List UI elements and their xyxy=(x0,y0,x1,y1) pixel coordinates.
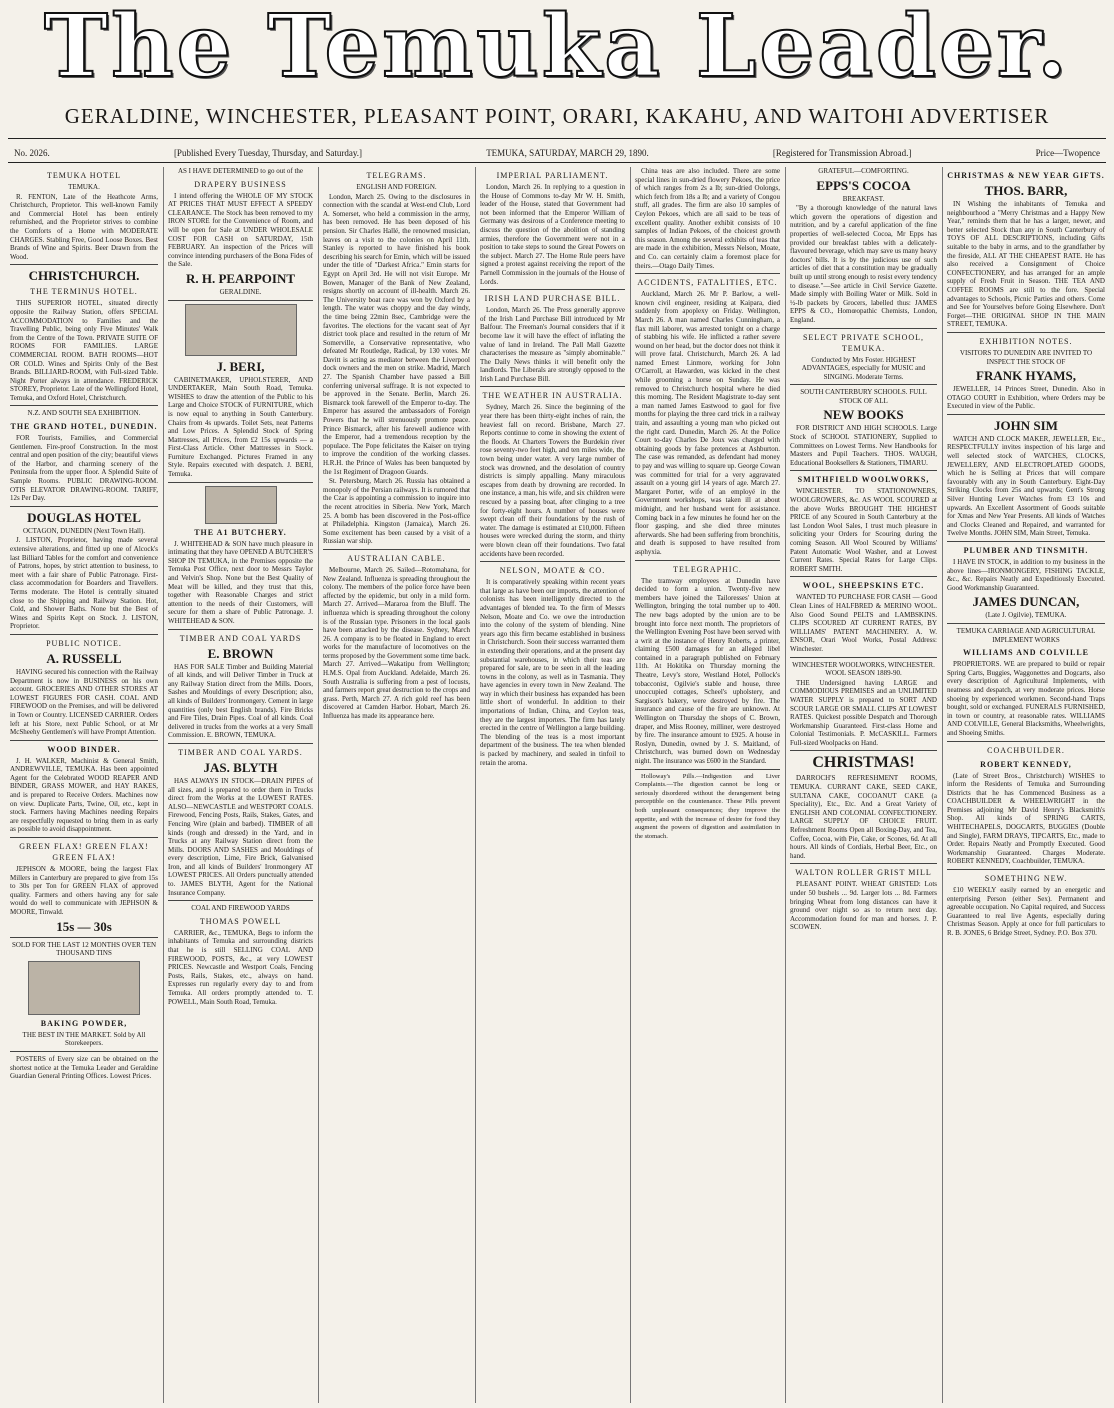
column-rule xyxy=(318,167,319,1403)
beri-body: CABINETMAKER, UPHOLSTERER, AND UNDERTAKER, Main South Road, Temuka. WISHES to draw the attention of the Public to his Large and Choice STOCK of FURNITURE, which is now equal to anything in South Canterbury. Chairs from 4s upwards. Toilet Sets, neat Patterns and Low Prices. A Splendid Stock of Spring Mattresses, all Prices, from £2 15s upwards — a First-Class Article. Other Mattresses in Stock. Furniture Exchanged. Pictures Framed in any Style. Repairs executed with despatch. J. BERI, Temuka. xyxy=(168,375,313,479)
irish-land-title: IRISH LAND PURCHASE BILL. xyxy=(484,294,621,304)
butchery-title: THE A1 BUTCHERY. xyxy=(194,527,287,537)
divider xyxy=(480,386,625,387)
christmas-title: CHRISTMAS! xyxy=(812,754,915,772)
grand-hotel-title: THE GRAND HOTEL, DUNEDIN. xyxy=(10,422,158,432)
st-petersburg-body: St. Petersburg, March 26. Russia has obtained a monopoly of the Persian railways. It is rumored that the Czar is appointing a commission to inquire into the recent atrocities in Siberia. New York, March 25. A bomb has been discovered in the Post-office at Philadelphia. Kingston (Jamaica), March 26. Some excitement has been caused by a visit of a Russian war ship. xyxy=(323,477,470,546)
column-rule xyxy=(163,167,164,1403)
furniture-illustration xyxy=(185,304,297,356)
baking-powder-title: BAKING POWDER, xyxy=(40,1018,128,1028)
column-3 xyxy=(323,167,470,1403)
epps-cocoa-subtitle: BREAKFAST. xyxy=(842,194,885,203)
divider xyxy=(790,657,937,658)
divider xyxy=(480,289,625,290)
divider xyxy=(480,561,625,562)
epps-cocoa-body: "By a thorough knowledge of the natural laws which govern the operations of digestion and nutrition, and by a careful application of the fine properties of well-selected Cocoa, Mr Epps has provided our breakfast tables with a delicately-flavoured beverage, which may save us many heavy doctors' bills. It is by the judicious use of such articles of diet that a constitution may be gradually built up until strong enough to resist every tendency to disease."—See article in Civil Service Gazette. Made simply with Boiling Water or Milk. Sold in ½-lb packets by Grocers, labelled thus: JAMES EPPS & CO., Homœopathic Chemists, London, England. xyxy=(790,204,937,324)
james-duncan-title: JAMES DUNCAN, xyxy=(972,594,1080,610)
temuka-hotel-body: R. FENTON, Late of the Heathcote Arms, Christchurch, Proprietor. This well-known Family and Commercial Hotel has been entirely refurnished, and the Proprietor strives to combine the Comforts of a Home with MODERATE CHARGES. Stabling Free, Good Loose Boxes. Best Brands of Wine and Spirits. Beer Drawn from the Wood. xyxy=(10,192,158,261)
john-sim-body: WATCH AND CLOCK MAKER, JEWELLER, Etc., RESPECTFULLY invites inspection of his large and well selected stock of WATCHES, CLOCKS, JEWELLERY, AND ELECTROPLATED GOODS, which he is Selling at Prices that will compare favourably with any in South Canterbury. Eight-Day Striking Clocks from 25s and upwards; Gent's Strong Silver Hunting Lever Watches from £3 10s and upwards. An Excellent Assortment of Goods suitable for Xmas and New Year Presents. All kinds of Watches and Clocks Cleaned and Repaired, and warranted for Twelve Months. JOHN SIM, Main Street, Temuka. xyxy=(947,434,1105,538)
divider xyxy=(790,328,937,329)
baking-powder-illustration xyxy=(28,961,140,1015)
divider xyxy=(10,405,158,406)
drapery-body: I intend offering the WHOLE OF MY STOCK AT PRICES THAT MUST EFFECT A SPEEDY CLEARANCE. The Stock has been removed to my IRON STORE for the Convenience of Room, and will be open for Sale at UNDER WHOLESALE COST FOR CASH on SATURDAY, 15th FEBRUARY. An inspection of the Prices will convince intending purchasers of the Bona Fides of the Sale. xyxy=(168,191,313,269)
brown-title: E. BROWN xyxy=(207,645,274,661)
weather-body: Sydney, March 26. Since the beginning of the year there has been thirty-eight inches of rain, the heaviest fall on record. Brisbane, March 27. Reports continue to come in showing the extent of the floods. At Charters Towers the Burdekin river rose seventy-two feet high, and ten miles wide, the town being under water. A very large number of stock was drowned, and the desolation of country districts is simply appalling. Many miraculous escapes from death by drowning are recorded. In one instance, a man, his wife, and six children were rescued by a passing boat, after clinging to a tree for forty-eight hours. A number of houses were swept clean off their foundations by the rush of water. The damage is estimated at £10,000. Fifteen houses were wrecked during the storm, and thirty were blown clean off their foundations. Two fatal accidents have been recorded. xyxy=(480,403,625,558)
divider xyxy=(947,414,1105,415)
masthead-subtitle: GERALDINE, WINCHESTER, PLEASANT POINT, ORARI, KAKAHU, AND WAITOHI ADVERTISER xyxy=(64,104,1050,128)
telegrams-body: London, March 25. Owing to the disclosures in connection with the scandal at West-end Club, Lord A. Somerset, who held a commission in the army, has been removed. He has been deposed of his pension. Sir Charles Hallé, the renowned musician, leaves on a visit to the colonies on April 11th. Stanley is reported to have finished his book describing his search for Emin, which will be issued under the title of "Darkest Africa." Emin starts for Egypt on April 3rd. He will not visit Europe. Mr Bowen, Manager of the Bank of New Zealand, resigns shortly on account of ill-health. March 26. The University boat race was won by Oxford by a length. The water was choppy and the day windy, the time being 22min 8sec, Cambridge were the favorites. The elections for the vacant seat of Ayr district took place and resulted in the return of Mr Somerville, a Conservative representative, who defeated Mr Routledge, Radical, by 130 votes. Mr Davitt is acting as mediator between the Liverpool dock owners and the men on strike. Madrid, March 27. The Spanish Chamber have passed a Bill conferring universal suffrage. It is not expected to be approved in the Senate. Berlin, March 26. Bismarck took farewell of the Emperor to-day. The Emperor has assured the ambassadors of Foreign Powers that he will strenuously promote peace. Prince Bismarck, after his farewell audience with the Emperor, had a tremendous reception by the populace. The Pope felicitates the Kaiser on trying to improve the condition of the working classes. H.R.H. the Prince of Wales has been banqueted by the 1st Regiment of Dragoon Guards. xyxy=(323,192,470,476)
powell-heading: COAL AND FIREWOOD YARDS xyxy=(191,904,290,913)
nelson-moate-title: NELSON, MOATE & CO. xyxy=(499,566,606,576)
issue-info-bar xyxy=(14,145,1100,161)
telegrams-title: TELEGRAMS. xyxy=(366,171,427,180)
something-new-title: SOMETHING NEW. xyxy=(984,874,1068,884)
drapery-intro: AS I HAVE DETERMINED to go out of the xyxy=(177,167,304,175)
australian-cable-body: Melbourne, March 26. Sailed—Rotomahana, for New Zealand. Influenza is spreading throughout the colony. The members of the police force have been affected by the epidemic, but only in a mild form. March 27. Arrived—Mararoa from the Bluff. The influenza which is spreading throughout the colony is of the Russian type. Prisoners in the local gaols have been attacked by the disease. Sydney, March 26. A company is to be floated in England to erect works for the manufacture of locomotives on the terms proposed by the Government some time back. March 27. Arrived—Wakatipu from Wellington; H.M.S. Opal from Auckland. Adelaide, March 26. South Australia is suffering from a pest of locusts, and farmers report great destruction to the crops and grass. Perth, March 27. A rich gold reef has been discovered at Camden Harbor. Hobart, March 26. Influenza has made its appearance here. xyxy=(323,565,470,721)
column-1 xyxy=(10,167,158,1403)
pearpoint-title: R. H. PEARPOINT xyxy=(185,270,296,286)
divider xyxy=(790,384,937,385)
kennedy-body: (Late of Street Bros., Christchurch) WISHES to inform the Residents of Temuka and Surrounding Districts that he has Commenced Business as a COACHBUILDER & WHEELWRIGHT in the Premises adjoining Mr David Henry's Blacksmith's Shop. All kinds of SPRING CARTS, WHITECHAPELS, DOGCARTS, BUGGIES (Double and Single), FARM DRAYS, TIPCARTS, Etc., made to Order. Repairs Neatly and Promptly Executed. Good Workmanship Guaranteed. Charges Moderate. ROBERT KENNEDY, Coachbuilder, TEMUKA. xyxy=(947,771,1105,866)
barr-title: THOS. BARR, xyxy=(984,183,1068,198)
info-rule xyxy=(8,162,1106,163)
imperial-parliament-title: IMPERIAL PARLIAMENT. xyxy=(496,171,609,180)
irish-land-body: London, March 26. The Press generally approve of the Irish Land Purchase Bill introduced by Mr Balfour. The Freeman's Journal considers that if it become law it will have the effect of inflating the value of land in Ireland. The Pall Mall Gazette characterises the measure as "simply abominable." The Daily News thinks it will benefit only the landlords. The Liberals are strongly opposed to the Irish Land Purchase Bill. xyxy=(480,306,625,383)
john-sim-title: JOHN SIM xyxy=(994,417,1058,433)
baking-powder-body: THE BEST IN THE MARKET. Sold by All Storekeepers. xyxy=(22,1030,146,1048)
divider xyxy=(168,482,313,483)
divider xyxy=(947,541,1105,542)
column-2 xyxy=(168,167,313,1403)
column-4 xyxy=(480,167,625,1403)
divider xyxy=(635,769,780,770)
smithfield-title: SMITHFIELD WOOLWORKS, xyxy=(797,475,930,485)
sold-title: SOLD FOR THE LAST 12 MONTHS OVER TEN THOUSAND TINS xyxy=(11,940,157,958)
private-school-title: SELECT PRIVATE SCHOOL, TEMUKA. xyxy=(802,332,925,353)
grateful-comforting: GRATEFUL—COMFORTING. xyxy=(818,167,909,175)
blyth-title: JAS. BLYTH xyxy=(203,759,278,775)
douglas-hotel-body: J. LISTON, Proprietor, having made several extensive alterations, and fitted up one of Alcock's last Billiard Tables for the comfort and convenience of Patrons, hopes, by strict attention to business, to meet with a fair share of Public Patronage. First-class accommodation for Boarders and Travellers. Terms moderate. The Hotel is centrally situated close to the Shipping and Railway Station. Hot, Cold, and Shower Baths. None but the Best of Wines and Spirits Kept on Stock. J. LISTON, Proprietor. xyxy=(10,536,158,631)
hyams-body: JEWELLER, 14 Princes Street, Dunedin. Also in OTAGO COURT in Exhibition, where Orders may be Executed in view of the Public. xyxy=(947,385,1105,411)
telegrams-subtitle: ENGLISH AND FOREIGN. xyxy=(356,183,437,191)
plumber-title: PLUMBER AND TINSMITH. xyxy=(963,546,1089,555)
beri-title: J. BERI, xyxy=(216,358,265,374)
accidents-body: Auckland, March 26. Mr P. Barlow, a well-known civil engineer, residing at Kaipara, died suddenly from apoplexy on Friday. Wellington, March 26. A man named Charles Cunningham, a flax mill laborer, was arrested tonight on a charge of stabbing his wife. He inflicted a rather severe wound on her head, but the doctor does not think it will prove fatal. Christchurch, March 26. A lad named Ernest Linmore, working for John O'Carroll, at Hawarden, was kicked in the chest while grooming a horse on Sunday. He was removed to Christchurch hospital where he died this morning. The Resident Magistrate to-day sent a man named James Eastwood to gaol for five months for playing the three card trick in a railway train, and assaulting a young man who picked out the right card. Dunedin, March 26. At the Police Court to-day Charles De Joux was charged with obtaining goods by false pretences at Ashburton. The case was remanded, as defendant had money to pay and was willing to square up. George Cowan was committed for trial for a very aggravated assault on a young girl 14 years of age. March 27. Margaret Porter, wife of an employé in the Government workshops, was taken ill at about midnight, and her husband went for assistance. Coming back in a few minutes he found her on the floor gasping, and she died three minutes afterwards. She had been suffering from bronchitis, and death is supposed to have resulted from asphyxia. xyxy=(635,290,780,556)
divider xyxy=(947,623,1105,624)
nelson-moate-body: It is comparatively speaking within recent years that large as have been our imports, the attention of colonists has been intelligently directed to the advantages of blended tea. To the firm of Messrs Nelson, Moate and Co. we owe the introduction into the colony of the system of blending. Nine years ago this firm became established in business in Christchurch. Soon their success warranted them in extending their operations, and at the present day substantial warehouses, in which their teas are prepared for sale, are to be seen in all the leading towns in the colony, as well as in Tasmania. They have agencies in every town in New Zealand. The way in which their business has expanded has been little short of wonderful. In addition to their importations of Indian, China, and Ceylon teas, they are the largest importers. The firm has lately erected in the centre of Wellington a large building. The blending of the teas is a most important department of the business. The tea when blended is packed by machinery, and sealed in tinfoil to retain the aroma. xyxy=(480,578,625,767)
pearpoint-place: GERALDINE. xyxy=(219,287,262,296)
timber-title: TIMBER AND COAL YARDS xyxy=(179,633,302,643)
plumber-body: I HAVE IN STOCK, in addition to my business in the above lines—IRONMONGERY, FISHING TACKLE, &c., &c. Repairs Neatly and Expeditiously Executed. Good Workmanship Guaranteed. xyxy=(947,558,1105,592)
something-new-body: £10 WEEKLY easily earned by an energetic and enterprising Person (either Sex). Permanent and agreeable occupation. No Capital required, and Success Guaranteed to real live Agents, especially during Christmas Season. Apply at once for full particulars to R. B. JONES, 6 Bridge Street, Sydney. P.O. Box 370. xyxy=(947,886,1105,937)
epps-cocoa-title: EPPS'S COCOA xyxy=(816,177,911,193)
divider xyxy=(790,750,937,751)
newspaper-masthead: The Temuka Leader. xyxy=(44,0,1070,97)
divider xyxy=(947,332,1105,333)
temuka-hotel-place: TEMUKA. xyxy=(68,183,100,191)
grist-mill-body: PLEASANT POINT. WHEAT GRISTED: Lots under 50 bushels ... 9d. Larger lots ... 8d. Farmers bringing Wheat from long distances can have it ground over night so as to return next day. Accommodation found for man and horses. J. P. SCOWEN. xyxy=(790,880,937,932)
divider xyxy=(790,576,937,577)
divider xyxy=(10,264,158,265)
douglas-hotel-sub: OCTAGON, DUNEDIN (Next Town Hall). xyxy=(22,526,146,535)
divider xyxy=(635,560,780,561)
divider xyxy=(10,634,158,635)
column-rule xyxy=(475,167,476,1403)
issue-price: Price—Twopence xyxy=(1035,148,1100,158)
divider xyxy=(10,837,158,838)
telegraphic-title: TELEGRAPHIC. xyxy=(673,564,742,574)
christmas-body: DARROCH'S REFRESHMENT ROOMS, TEMUKA. CURRANT CAKE, SEED CAKE, SULTANA CAKE, COCOANUT CAKE (a Speciality), Etc., Etc. And a Great Variety of ENGLISH AND COLONIAL CONFECTIONERY. LARGE SUPPLY OF CHOICE FRUIT. Refreshment Rooms Open all Boxing-Day, and Tea, Coffee, Cocoa, with Pie, Cake, or Scones, 6d. At all hours. All kinds of Cordials, Herbal Beer, Etc., on hand. xyxy=(790,774,937,860)
divider xyxy=(10,740,158,741)
grand-hotel-body: FOR Tourists, Families, and Commercial Gentlemen. Fire-proof Construction. In the most central and open position of the city; beautiful views of the Harbor, and charming scenery of the Peninsula from the upper floor. A Splendid Suite of Sample Rooms. PUBLIC DRAWING-ROOM. OTIS ELEVATOR DRAWING-ROOM. TARIFF, 12s Per Day. xyxy=(10,434,158,503)
douglas-hotel-title: DOUGLAS HOTEL xyxy=(27,509,141,525)
imperial-parliament-body: London, March 26. In replying to a question in the House of Commons to-day Mr W. H. Smith, leader of the House, stated that Government had not been informed that the Emperor William of Germany was desirous of a Conference meeting to discuss the question of the abolition of standing armies, therefore the Government were not in a position to take steps to sound the Great Powers on the subject. March 27. The Home Rule peers have signed a protest against receiving the report of the Parnell Commission in the journals of the House of Lords. xyxy=(480,183,625,286)
column-rule xyxy=(785,167,786,1403)
issue-dateline: TEMUKA, SATURDAY, MARCH 29, 1890. xyxy=(486,148,649,158)
divider xyxy=(168,900,313,901)
top-rule xyxy=(8,138,1106,139)
holloway-body: Holloway's Pills.—Indigestion and Liver Complaints.—The digestion cannot be long or seriously disordered without the derangement being perceptible on the countenance. These Pills prevent both unpleasant consequences; they improve the appetite, and with the increase of desire for food they augment the powers of digestion and assimilation in the stomach. xyxy=(635,772,780,840)
terminus-hotel-title: THE TERMINUS HOTEL. xyxy=(30,287,138,297)
flax-price: 15s — 30s xyxy=(56,918,112,934)
publication-schedule: [Published Every Tuesday, Thursday, and Saturday.] xyxy=(173,148,362,158)
column-6 xyxy=(790,167,937,1403)
divider xyxy=(635,273,780,274)
books-intro: SOUTH CANTERBURY SCHOOLS. FULL STOCK OF ALL xyxy=(800,388,927,405)
public-notice-title: PUBLIC NOTICE. xyxy=(46,638,122,648)
butchery-body: J. WHITEHEAD & SON have much pleasure in intimating that they have OPENED A BUTCHER'S SHOP IN TEMUKA, in the Premises opposite the Temuka Post Office, next door to Messrs Taylor and Velvin's Shop. None but the Best Quality of Meat will be killed, and they trust that this, together with Reasonable Charges and strict attention to the needs of their Customers, will secure for them a share of Public Patronage. J. WHITEHEAD & SON. xyxy=(168,539,313,625)
smithfield-body: WINCHESTER. TO STATIONOWNERS, WOOLGROWERS, &c. AS WOOL SCOURED at the above Works BROUGHT THE HIGHEST PRICE of any Scoured in South Canterbury at the last London Wool Sales, I trust much pleasure in soliciting your Orders for Scouring during the coming Season. All Wool Scoured by Williams' Patent Automatic Wool Washer, and at Lowest Current Rates. Special Rates for Large Clips. ROBERT SMITH. xyxy=(790,487,937,573)
new-books-body: FOR DISTRICT AND HIGH SCHOOLS. Large Stock of SCHOOL STATIONERY, Supplied to Committees on Lowest Terms. New Handbooks for Masters and Pupil Teachers. THOS. WAUGH, Educational Booksellers & Stationers, TIMARU. xyxy=(790,424,937,467)
new-books-title: NEW BOOKS xyxy=(823,407,904,423)
christchurch-title: CHRISTCHURCH. xyxy=(28,268,140,284)
temuka-hotel-title: TEMUKA HOTEL xyxy=(47,171,121,180)
column-rule xyxy=(630,167,631,1403)
column-7 xyxy=(947,167,1105,1403)
divider xyxy=(168,300,313,301)
blyth-yards-title: TIMBER AND COAL YARDS. xyxy=(178,747,303,757)
russell-title: A. RUSSELL xyxy=(46,650,122,666)
blyth-body: HAS ALWAYS IN STOCK—DRAIN PIPES of all sizes, and is prepared to order them in Trucks direct from the Works at the LOWEST RATES. ALSO—NEWCASTLE and WESTPORT COALS. Firewood, Fencing Posts, Rails, Stakes, Gates, and Fencing Wire (plain and barbed). TIMBER of all kinds (rough and dressed) in the Yard, and in Trucks at any Railway Station direct from the Mills. DOORS AND SASHES and Mouldings of every description, Lime, Fire Brick, Galvanised Iron, and all kinds of Builders' Ironmongery AT LOWEST PRICES. All Orders punctually attended to. JAMES BLYTH, Agent for the National Insurance Company. xyxy=(168,776,313,897)
telegraphic-body: The tramway employees at Dunedin have decided to form a union. Twenty-five new members have joined the Tailoresses' Union at Wellington, bringing the total number up to 400. The new bags adopted by the union are to be brought into force next month. The proprietors of the Wellington Evening Post have been served with a writ at the instance of Henry Roberts, a printer, claiming £500 damages for an alleged libel contained in a paragraph published on February 11th. At Hokitika on Thursday morning the Theatre, Levy's store, Westland Hotel, Pollock's tobacconist, Ogilvie's stable and house, three unoccupied cottages, Scheel's upholstery, and Sargison's bakery, were destroyed by fire. The insurance and cause of the fire are unknown. At Wellington on Thursday the shops of C. Brown, draper, and Miss Rooney, milliner, were destroyed by fire. The insurance amount to £925. A house in Roslyn, Dunedin, owned by J. S. Maitland, of Christchurch, was burned down on Wednesday night. The insurance was £600 in the Standard. xyxy=(635,576,780,765)
carriage-heading: TEMUKA CARRIAGE AND AGRICULTURAL IMPLEMENT WORKS xyxy=(956,626,1096,644)
barr-body: IN Wishing the inhabitants of Temuka and neighbourhood a "Merry Christmas and a Happy New Year," reminds them that he has a larger, newer, and better selected Stock than any in South Canterbury of TOYS OF ALL DESCRIPTIONS, including Gifts suitable to the baby in arms, and to the grandfather by the fireside, ALL AT THE CHEAPEST RATE. He has also received a Consignment of Choice CONFECTIONERY, and has arranged for an ample supply of Fresh Fruit in Season. THE TEA AND COFFEE ROOMS are still to the fore. Special advantages to Schools, Picnic Parties and others. Come and See for Yourselves before Going Elsewhere. Don't Forget—THE ORIGINAL SHOP IN THE MAIN STREET, TEMUKA. xyxy=(947,200,1105,329)
divider xyxy=(947,869,1105,870)
hyams-intro: VISITORS TO DUNEDIN ARE INVITED TO INSPECT THE STOCK OF xyxy=(959,348,1093,366)
divider xyxy=(790,470,937,471)
issue-number: No. 2026. xyxy=(14,148,50,158)
williams-colville-title: WILLIAMS AND COLVILLE xyxy=(962,648,1090,658)
divider xyxy=(947,741,1105,742)
wood-binder-body: J. H. WALKER, Machinist & General Smith, ANDREWVILLE, TEMUKA. Has been appointed Agent for the Celebrated WOOD REAPER AND BINDER, GRASS MOWER, and HAY RAKES, and is prepared to Receive Orders. Machines now on view. Duplicate Parts, Twine, Oil, etc., kept in stock. Farmers having Machines needing Repairs are respectfully requested to bring them in as early as possible to avoid disappointment. xyxy=(10,756,158,834)
australian-cable-title: AUSTRALIAN CABLE. xyxy=(347,553,446,563)
column-rule xyxy=(942,167,943,1403)
wool-season-body: THE Undersigned having LARGE and COMMODIOUS PREMISES and an UNLIMITED WATER SUPPLY is prepared to SORT AND SCOUR LARGE OR SMALL CLIPS AT LOWEST RATES. Quickest possible Despatch and Thorough Workmanship Guaranteed. First-class Home and Colonial Testimonials. P. McCASKILL. Farmers Full-sized Woolpacks on Hand. xyxy=(790,678,937,747)
divider xyxy=(10,1051,158,1052)
powell-body: CARRIER, &c., TEMUKA, Begs to inform the inhabitants of Temuka and surrounding districts that he is still SELLING COAL AND FIREWOOD, POSTS, &c., at very LOWEST PRICES. Newcastle and Westport Coals, Fencing Posts, Rails, Stakes, etc., always on hand. Expresses run regularly every day to and from Temuka. All orders promptly attended to. T. POWELL, Main South Road, Temuka. xyxy=(168,928,313,1006)
column-5 xyxy=(635,167,780,1403)
brown-body: HAS FOR SALE Timber and Building Material of all kinds, and will Deliver Timber in Truck at any Railway Station direct from the Mills. Doors, Sashes and Mouldings of every Description; also, all kinds of Builders' Ironmongery. Cement in large quantities (only best English brands). Fire Bricks and Fire Tiles, Drain Pipes. Coal of all kinds. Coal delivered in trucks from the works at a very Small Commission. E. BROWN, TEMUKA. xyxy=(168,662,313,740)
sheepskins-body: WANTED TO PURCHASE FOR CASH — Good Clean Lines of HALFBRED & MERINO WOOL. Also Good Sound PELTS and LAMBSKINS. CLIPS SCOURED AT CURRENT RATES, BY WILLIAMS' PATENT MACHINERY. A. W. ENSOR, Orari Wool Works, Postal Address: Winchester. xyxy=(790,593,937,653)
terminus-hotel-body: THIS SUPERIOR HOTEL, situated directly opposite the Railway Station, offers SPECIAL ACCOMMODATION to Families and the Travelling Public, being only Five Minutes' Walk from the Centre of the Town. PRIVATE SUITE OF ROOMS FOR FAMILIES. LARGE COMMERCIAL ROOM. BATH ROOMS—HOT OR COLD. Wines and Spirits Only of the Best Brands. BILLIARD-ROOM, with Full-sized Table. Night Porter always in attendance. FREDERICK STOREY, Proprietor. Late of the Wellingford Hotel, Temuka, and Oxford Hotel, Christchurch. xyxy=(10,299,158,402)
divider xyxy=(168,629,313,630)
posters-body: POSTERS of Every size can be obtained on the shortest notice at the Temuka Leader and Geraldine Guardian General Printing Offices. Lowest Prices. xyxy=(10,1054,158,1081)
grist-mill-title: WALTON ROLLER GRIST MILL xyxy=(795,868,932,878)
gifts-title: CHRISTMAS & NEW YEAR GIFTS. xyxy=(947,171,1105,180)
drapery-title: DRAPERY BUSINESS xyxy=(194,179,287,189)
wool-season-title: WINCHESTER WOOLWORKS, WINCHESTER. WOOL SEASON 1889-90. xyxy=(792,660,935,678)
bull-illustration xyxy=(205,486,277,524)
exhibition-line: N.Z. AND SOUTH SEA EXHIBITION. xyxy=(27,409,141,418)
accidents-title: ACCIDENTS, FATALITIES, ETC. xyxy=(637,278,778,288)
divider xyxy=(10,937,158,938)
coachbuilder-heading: COACHBUILDER. xyxy=(987,745,1065,755)
russell-body: HAVING secured his connection with the Railway Department is now in BUSINESS on his own account. GROCERIES AND OTHER STORES AT LOWEST FIGURES FOR CASH. COAL AND FIREWOOD on the Premises, and will be delivered in Town or Country. LICENSED CARRIER. Orders left at his Store, next Public School, or at Mr McSheehy Gentlemen's will have Prompt Attention. xyxy=(10,667,158,737)
china-teas-body: China teas are also included. There are some special lines in sun-dried flowery Pekoes, the price of which ranges from 2s a lb; sun-dried Oolongs, which fetch from 18s a lb; and a variety of Congou stuff, all grades. The firm are also 10 samples of Ceylon Pekoes, which are all said to be teas of excellent quality. Another exhibit consists of 10 samples of Indian Pekoes, of the choicest growth this season. Among the several exhibits of teas that are made in the exhibition, Messrs Nelson, Moate, and Co. can certainly claim a foremost place for theirs.—Otago Daily Times. xyxy=(635,167,780,270)
private-school-body: Conducted by Mrs Foster. HIGHEST ADVANTAGES, especially for MUSIC and SINGING. Moderate Terms. xyxy=(801,355,926,381)
hyams-title: FRANK HYAMS, xyxy=(976,368,1076,384)
divider xyxy=(323,549,470,550)
divider xyxy=(168,743,313,744)
weather-title: THE WEATHER IN AUSTRALIA. xyxy=(482,391,623,401)
sheepskins-title: WOOL, SHEEPSKINS ETC. xyxy=(802,581,925,591)
green-flax-title: GREEN FLAX! GREEN FLAX! GREEN FLAX! xyxy=(19,842,149,863)
green-flax-body: JEPHSON & MOORE, being the largest Flax Millers in Canterbury are prepared to give from 15s to 30s per Ton for GREEN FLAX of approved quality. Farmers and others having any for sale would do well to communicate with JEPHSON & MOORE, Tinwald. xyxy=(10,865,158,916)
wood-binder-title: WOOD BINDER. xyxy=(47,744,121,754)
divider xyxy=(790,863,937,864)
williams-colville-body: PROPRIETORS. WE are prepared to build or repair Spring Carts, Buggies, Waggonettes and Dogcarts, also every description of Agricultural Implements, with neatness and despatch, at very moderate prices. Horse shoeing by experienced workmen. Second-hand Traps bought, sold or exchanged. FUNERALS FURNISHED, in town or country, at reasonable rates. WILLIAMS AND COLVILLE, General Blacksmiths, Wheelwrights, and Shoeing Smiths. xyxy=(947,660,1105,737)
james-duncan-body: (Late J. Ogilvie), TEMUKA. xyxy=(985,611,1067,620)
registration-note: [Registered for Transmission Abroad.] xyxy=(772,148,912,158)
exhibition-notice-title: EXHIBITION NOTES. xyxy=(979,336,1073,346)
powell-title: THOMAS POWELL xyxy=(199,916,282,926)
kennedy-title: ROBERT KENNEDY, xyxy=(980,759,1072,769)
divider xyxy=(10,506,158,507)
